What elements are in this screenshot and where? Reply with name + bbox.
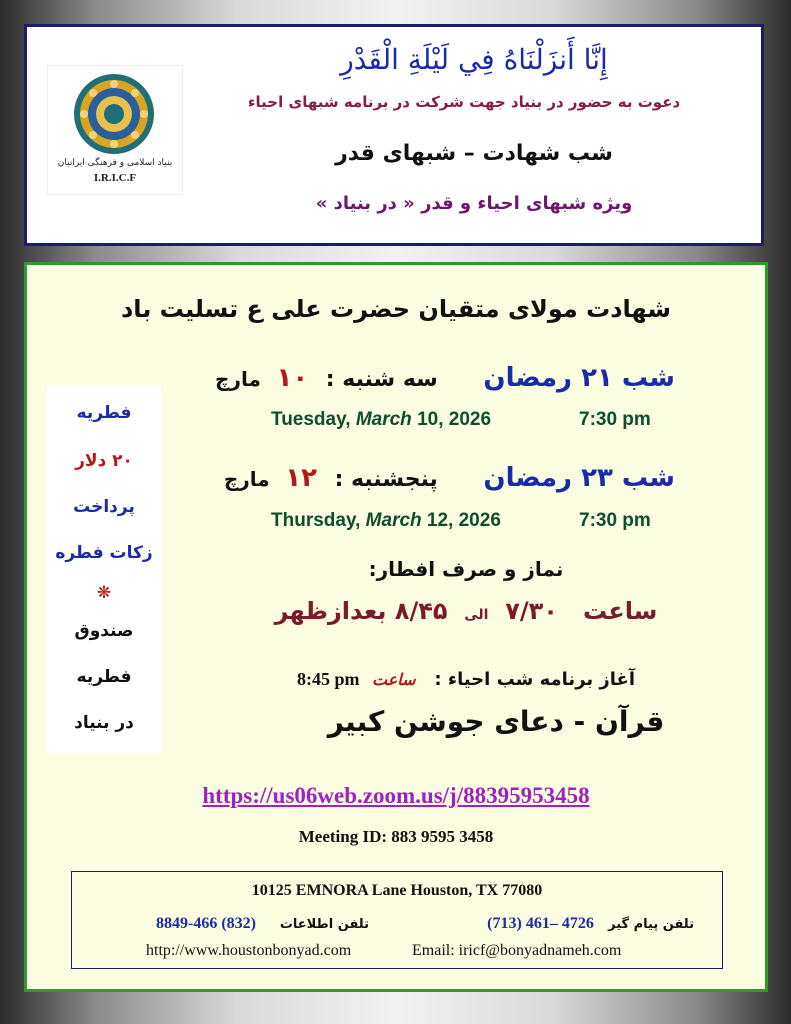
page-subtitle: ویژه شبهای احیاء و قدر « در بنیاد » [315,193,633,214]
email-link[interactable]: Email: iricf@bonyadnameh.com [412,942,622,959]
iftar-start: ۷/۳۰ [505,597,558,625]
night-name: شب ۲۱ رمضان [483,363,675,393]
info-number: (832) 466-8849 [156,915,256,932]
night-month: مارچ [223,467,270,491]
night-weekday: پنجشنبه : [334,467,438,492]
voicemail-number: (713) 461– 4726 [487,915,594,932]
night-23-english-date [271,510,501,532]
voicemail-label: تلفن پیام گیر [608,917,694,932]
iftar-to: الی [464,607,489,623]
fitrah-line: ۲۰ دلار [75,451,133,471]
fitrah-line: صندوق [74,621,134,641]
night-21-time: 7:30 pm [579,409,651,430]
night-23-time: 7:30 pm [579,510,651,531]
en-month: March [365,510,422,531]
iftar-end: ۸/۴۵ بعدازظهر [274,597,448,625]
iftar-time [167,597,765,625]
fitrah-panel [47,385,161,753]
en-date-rest: 12, 2026 [426,510,501,531]
en-date-rest: 10, 2026 [417,409,492,430]
en-weekday: Tuesday, [271,409,351,430]
condolence-heading: شهادت مولای متقیان حضرت علی ع تسلیت باد [120,295,671,323]
night-month: مارچ [215,367,261,391]
program-start [287,669,645,690]
program-time-word: ساعت [372,670,416,689]
night-name: شب ۲۳ رمضان [483,463,675,493]
prayer-iftar-label: نماز و صرف افطار: [368,557,564,581]
info-row [156,914,369,933]
fitrah-line: زکات فطره [55,543,153,563]
program-label: آغاز برنامه شب احیاء : [434,669,635,690]
invitation-text: دعوت به حضور در بنیاد جهت شرکت در برنامه شبهای احیاء [247,93,681,111]
fitrah-line: فطریه [76,403,132,423]
logo-persian-name: بنیاد اسلامی و فرهنگی ایرانیان [57,158,173,168]
quran-verse: إِنَّا أَنزَلْنَاهُ فِي لَيْلَةِ الْقَدْرِ [340,43,608,76]
night-day-number: ۱۲ [285,463,317,493]
info-label: تلفن اطلاعات [279,917,369,932]
logo-abbreviation: I.R.I.C.F [93,172,137,184]
fitrah-line: پرداخت [73,497,135,517]
logo-emblem-icon [68,70,160,158]
website-link[interactable]: http://www.houstonbonyad.com [146,942,352,959]
en-weekday: Thursday, [271,510,361,531]
night-23-row [224,463,675,493]
voicemail-row [487,914,694,933]
contact-box [71,871,723,969]
page-title: شب شهادت – شبهای قدر [335,141,613,166]
en-month: March [355,409,412,430]
meeting-id: Meeting ID: 883 9595 3458 [298,827,494,846]
night-day-number: ۱۰ [276,363,309,393]
address: 10125 EMNORA Lane Houston, TX 77080 [251,882,543,899]
program-prayers: قرآن - دعای جوشن کبیر [327,705,665,738]
program-time: 8:45 pm [297,669,360,689]
iftar-time-label: ساعت [582,597,658,625]
night-21-english-date [271,409,491,431]
fitrah-line: در بنیاد [74,713,134,733]
asterisk-icon: ❋ [96,583,112,603]
main-box [24,262,768,992]
header-box [24,24,764,246]
night-21-row [215,363,675,393]
logo [47,65,183,195]
fitrah-line: فطریه [76,667,132,687]
zoom-link[interactable]: https://us06web.zoom.us/j/88395953458 [202,783,590,808]
night-weekday: سه شنبه : [325,367,438,392]
